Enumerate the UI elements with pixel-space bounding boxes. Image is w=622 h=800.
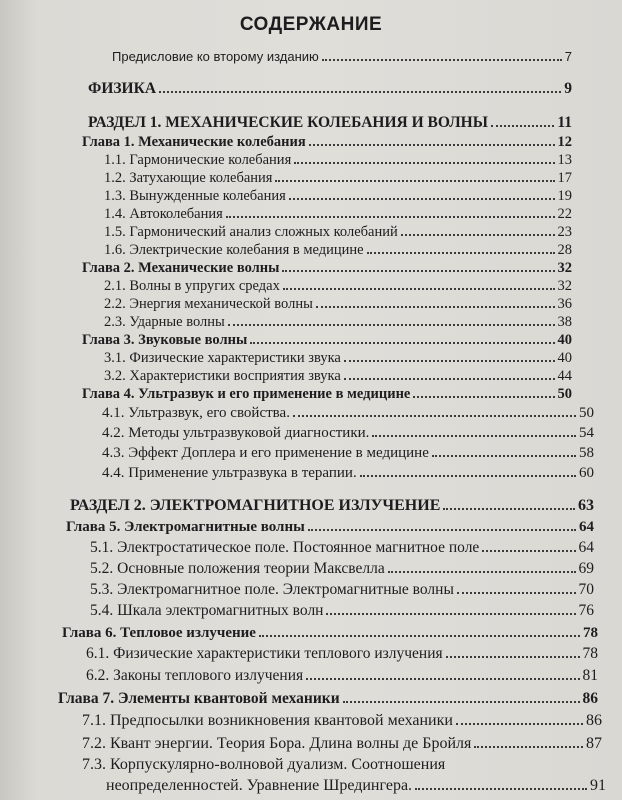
toc-subsection (102, 464, 594, 482)
leader-dots (308, 529, 576, 531)
leader-dots (344, 360, 555, 362)
toc-section-1 (88, 114, 572, 132)
entry-label: 1.6. Электрические колебания в медицине (104, 242, 364, 258)
toc-subsection (104, 349, 572, 367)
leader-dots (322, 59, 562, 61)
entry-label: 1.3. Вынужденные колебания (104, 188, 286, 204)
entry-label: 4.1. Ультразвук, его свойства. (102, 405, 290, 421)
leader-dots (457, 592, 576, 594)
entry-page: 54 (579, 425, 594, 441)
entry-page: 9 (564, 80, 572, 97)
toc-subsection (82, 735, 602, 753)
entry-label: 5.4. Шкала электромагнитных волн (90, 602, 324, 619)
entry-page: 40 (557, 350, 572, 366)
entry-page: 11 (557, 114, 572, 131)
toc-chapter-3 (82, 331, 572, 349)
entry-label: 1.4. Автоколебания (104, 206, 223, 222)
toc-subsection (104, 151, 572, 169)
toc-subsection (82, 712, 602, 730)
leader-dots (293, 415, 576, 417)
leader-dots (228, 324, 555, 326)
toc-chapter-1 (82, 133, 572, 151)
entry-page: 63 (578, 497, 594, 514)
toc-subsection (104, 295, 572, 313)
toc-subsection (90, 539, 594, 557)
entry-label: Глава 5. Электромагнитные волны (66, 519, 305, 535)
entry-page: 32 (557, 260, 572, 276)
leader-dots (250, 342, 554, 344)
leader-dots (415, 788, 587, 790)
entry-label: 5.3. Электромагнитное поле. Электромагнитные волны (90, 581, 454, 598)
entry-label: 5.1. Электростатическое поле. Постоянное магнитное поле (90, 539, 480, 556)
leader-dots (309, 144, 555, 146)
entry-label: 1.5. Гармонический анализ сложных колебаний (104, 224, 398, 240)
toc-chapter-6 (62, 624, 598, 642)
entry-page: 50 (557, 386, 572, 402)
entry-page: 32 (557, 278, 572, 294)
toc-subsection (90, 560, 594, 578)
leader-dots (443, 508, 575, 510)
entry-label: 6.2. Законы теплового излучения (86, 667, 304, 684)
toc-subsection (104, 313, 572, 331)
toc-subsection (104, 169, 572, 187)
entry-page: 28 (557, 242, 572, 258)
entry-page: 38 (557, 314, 572, 330)
toc-chapter-4 (82, 385, 572, 403)
leader-dots (259, 635, 580, 637)
leader-dots (326, 613, 575, 615)
entry-page: 50 (579, 405, 594, 421)
leader-dots (159, 91, 561, 93)
entry-label: 7.1. Предпосылки возникновения квантовой механики (82, 712, 453, 729)
entry-label: 7.2. Квант энергии. Теория Бора. Длина волны де Бройля (82, 735, 472, 752)
toc-subsection-multiline (82, 756, 445, 774)
entry-page: 78 (582, 645, 598, 662)
toc-subsection (102, 424, 594, 442)
entry-page: 64 (578, 539, 594, 556)
entry-page: 78 (583, 625, 598, 641)
entry-label: Глава 6. Тепловое излучение (62, 625, 256, 641)
entry-label: 3.2. Характеристики восприятия звука (104, 368, 341, 384)
toc-subsection (90, 581, 594, 599)
entry-label: Глава 4. Ультразвук и его применение в медицине (82, 386, 411, 402)
entry-label: Глава 7. Элементы квантовой механики (58, 690, 340, 707)
leader-dots (283, 288, 555, 290)
leader-dots (401, 234, 555, 236)
entry-page: 19 (557, 188, 572, 204)
entry-label: Предисловие ко второму изданию (112, 49, 319, 64)
page-title: СОДЕРЖАНИЕ (239, 14, 383, 35)
toc-entry-preface (112, 48, 572, 66)
entry-page: 86 (586, 712, 602, 729)
leader-dots (372, 435, 576, 437)
toc-subsection (86, 667, 598, 685)
leader-dots (413, 396, 554, 398)
entry-label: 1.1. Гармонические колебания (104, 152, 292, 168)
entry-label: неопределенностей. Уравнение Шредингера. (106, 777, 413, 794)
entry-page: 69 (578, 560, 594, 577)
leader-dots (388, 571, 576, 573)
toc-subsection (104, 367, 572, 385)
toc-subsection (86, 645, 598, 663)
leader-dots (343, 701, 580, 703)
entry-label: Глава 3. Звуковые волны (82, 332, 248, 348)
toc-subsection (102, 404, 594, 422)
entry-page: 44 (557, 368, 572, 384)
entry-label: 2.1. Волны в упругих средах (104, 278, 280, 294)
entry-label: 1.2. Затухающие колебания (104, 170, 273, 186)
toc-subsection (104, 241, 572, 259)
leader-dots (344, 378, 555, 380)
toc-section-2 (70, 497, 594, 515)
leader-dots (482, 550, 575, 552)
entry-page: 81 (582, 667, 598, 684)
entry-page: 64 (579, 519, 594, 535)
entry-page: 23 (557, 224, 572, 240)
toc-subsection-continuation (106, 777, 606, 795)
entry-page: 58 (579, 445, 594, 461)
entry-label: 4.2. Методы ультразвуковой диагностики. (102, 425, 370, 441)
leader-dots (367, 252, 555, 254)
entry-page: 60 (579, 465, 594, 481)
entry-label: РАЗДЕЛ 1. МЕХАНИЧЕСКИЕ КОЛЕБАНИЯ И ВОЛНЫ (88, 114, 488, 131)
entry-page: 36 (557, 296, 572, 312)
entry-page: 17 (557, 170, 572, 186)
leader-dots (226, 216, 555, 218)
entry-page: 86 (582, 690, 598, 707)
entry-label: 7.3. Корпускулярно-волновой дуализм. Соотношения (82, 756, 446, 773)
entry-label: 4.4. Применение ультразвука в терапии. (102, 465, 357, 481)
entry-page: 91 (590, 777, 606, 794)
entry-page: 70 (578, 581, 594, 598)
entry-label: 5.2. Основные положения теории Максвелла (90, 560, 385, 577)
leader-dots (446, 656, 580, 658)
leader-dots (456, 723, 583, 725)
toc-chapter-7 (58, 690, 598, 708)
toc-subsection (104, 277, 572, 295)
entry-label: Глава 1. Механические колебания (82, 134, 306, 150)
entry-label: 2.2. Энергия механической волны (104, 296, 313, 312)
leader-dots (432, 455, 576, 457)
leader-dots (491, 125, 554, 127)
toc-chapter-5 (66, 518, 594, 536)
toc-subsection (104, 187, 572, 205)
leader-dots (282, 270, 554, 272)
leader-dots (306, 678, 579, 680)
toc-chapter-2 (82, 259, 572, 277)
entry-label: 4.3. Эффект Доплера и его применение в медицине (102, 445, 429, 461)
leader-dots (275, 180, 554, 182)
toc-subsection (104, 205, 572, 223)
toc-subsection (90, 602, 594, 620)
entry-page: 40 (557, 332, 572, 348)
toc-subsection (104, 223, 572, 241)
entry-label: 6.1. Физические характеристики теплового излучения (86, 645, 443, 662)
entry-page: 87 (586, 735, 602, 752)
entry-page: 13 (557, 152, 572, 168)
toc-subsection (102, 444, 594, 462)
entry-page: 76 (578, 602, 594, 619)
leader-dots (360, 475, 576, 477)
leader-dots (474, 746, 583, 748)
leader-dots (294, 162, 554, 164)
entry-page: 22 (557, 206, 572, 222)
toc-entry-physics (88, 80, 572, 98)
entry-label: Глава 2. Механические волны (82, 260, 280, 276)
entry-label: 2.3. Ударные волны (104, 314, 225, 330)
entry-page: 12 (557, 134, 572, 150)
leader-dots (316, 306, 555, 308)
entry-label: ФИЗИКА (88, 80, 157, 97)
entry-label: РАЗДЕЛ 2. ЭЛЕКТРОМАГНИТНОЕ ИЗЛУЧЕНИЕ (70, 497, 441, 514)
entry-page: 7 (564, 49, 572, 64)
leader-dots (289, 198, 555, 200)
entry-label: 3.1. Физические характеристики звука (104, 350, 341, 366)
